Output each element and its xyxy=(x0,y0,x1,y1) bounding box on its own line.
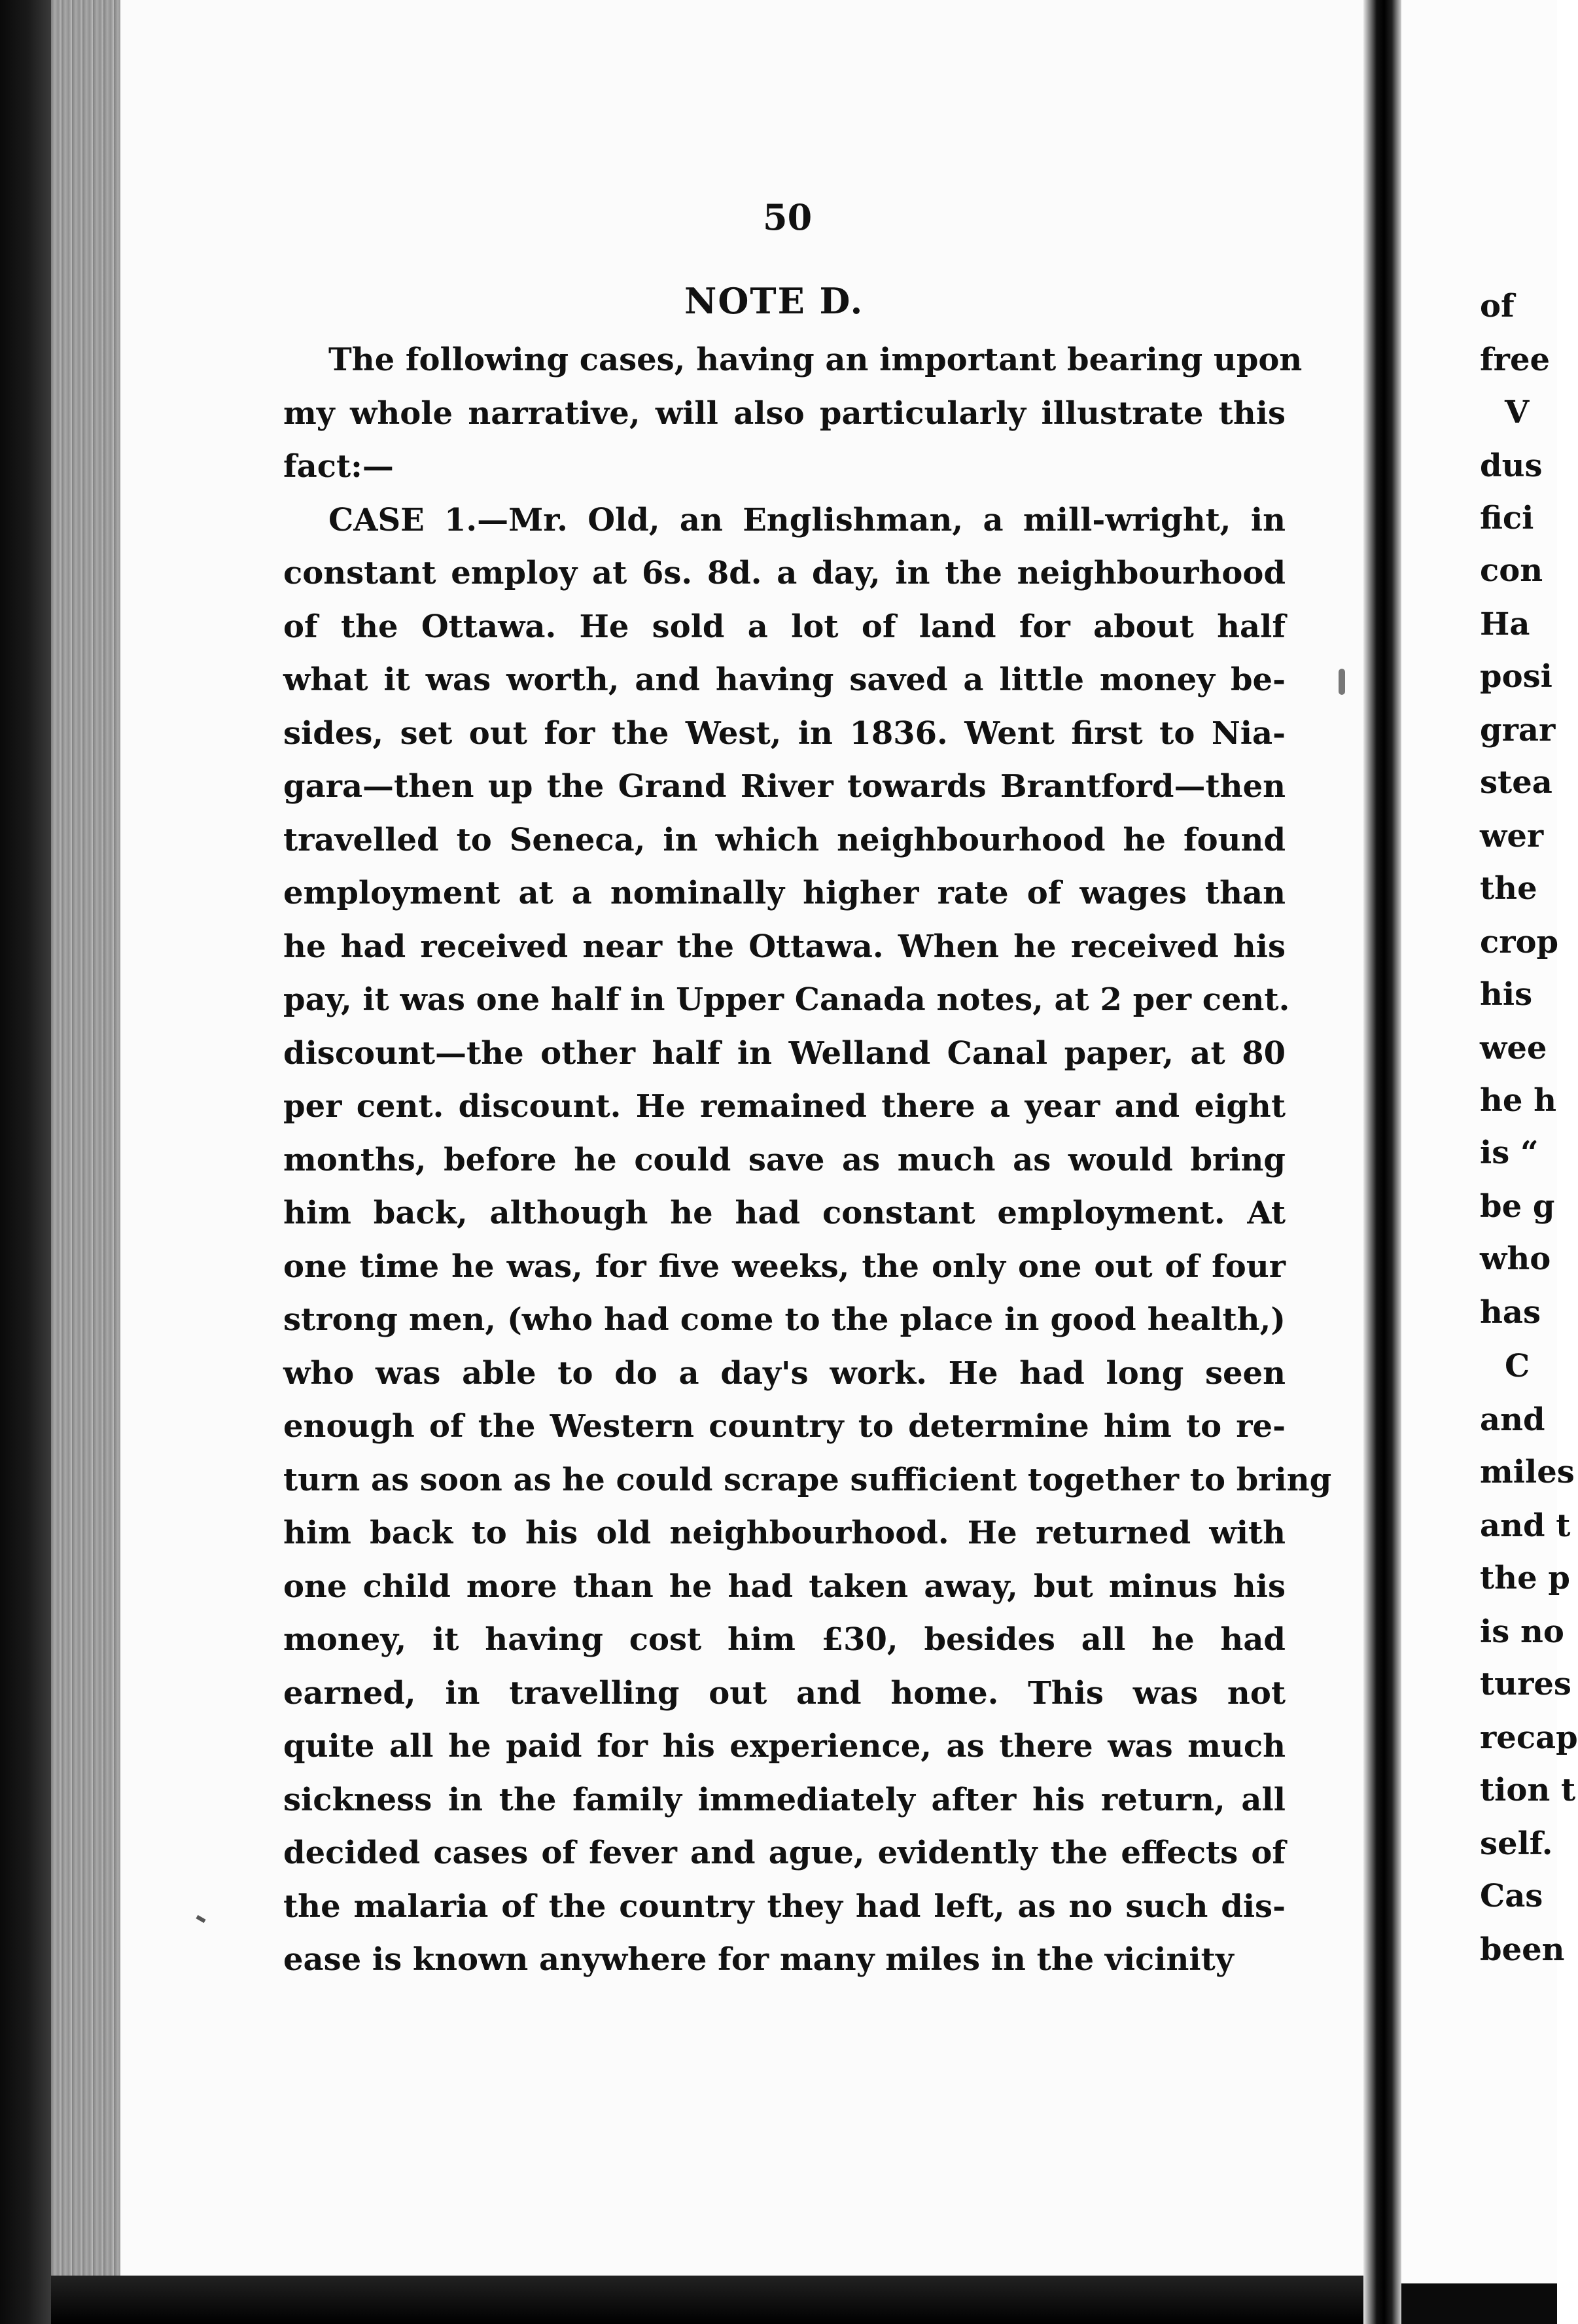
text-line: my whole narrative, will also particularly illustrate this xyxy=(283,395,1286,432)
text-line: months, before he could save as much as would bring xyxy=(283,1141,1286,1178)
text-line: gara—then up the Grand River towards Brantford—then xyxy=(283,768,1286,805)
text-line: decided cases of fever and ague, evidently the effects of xyxy=(283,1835,1286,1871)
facing-text-fragment: he h xyxy=(1480,1082,1557,1119)
facing-bottom-shadow xyxy=(1401,2283,1557,2324)
page-edges xyxy=(51,0,120,2324)
scan-speck xyxy=(1339,669,1345,695)
text-line: him back, although he had constant employment. At xyxy=(283,1195,1286,1231)
text-line: sickness in the family immediately after his return, all xyxy=(283,1781,1286,1818)
facing-text-fragment: recap xyxy=(1480,1719,1578,1756)
facing-text-fragment: wee xyxy=(1480,1030,1547,1066)
text-line: sides, set out for the West, in 1836. Went first to Nia- xyxy=(283,714,1286,752)
facing-text-fragment: the xyxy=(1480,870,1537,907)
text-line: employment at a nominally higher rate of wages than xyxy=(283,875,1286,911)
book-gutter xyxy=(1363,0,1401,2324)
facing-text-fragment: tion t xyxy=(1480,1772,1576,1808)
text-line: constant employ at 6s. 8d. a day, in the neighbourhood xyxy=(283,555,1286,591)
text-line: money, it having cost him £30, besides all he had xyxy=(283,1621,1286,1658)
facing-text-fragment: C xyxy=(1505,1348,1530,1384)
text-line: CASE 1.—Mr. Old, an Englishman, a mill-wright, in xyxy=(328,501,1286,538)
text-line: him back to his old neighbourhood. He returned with xyxy=(283,1515,1286,1551)
facing-text-fragment: has xyxy=(1480,1294,1541,1331)
facing-text-fragment: be g xyxy=(1480,1188,1555,1225)
facing-text-fragment: posi xyxy=(1480,658,1552,695)
note-title: NOTE D. xyxy=(684,280,864,322)
book-binding-shadow xyxy=(0,0,51,2324)
text-line: what it was worth, and having saved a little money be- xyxy=(283,661,1286,698)
text-line: who was able to do a day's work. He had long seen xyxy=(283,1354,1286,1392)
text-line: quite all he paid for his experience, as there was much xyxy=(283,1728,1286,1765)
text-line: of the Ottawa. He sold a lot of land for about half xyxy=(283,608,1286,645)
facing-text-fragment: Ha xyxy=(1480,606,1530,643)
facing-text-fragment: tures xyxy=(1480,1666,1571,1702)
facing-text-fragment: fici xyxy=(1480,500,1534,537)
text-line: the malaria of the country they had left, as no such dis- xyxy=(283,1888,1286,1925)
facing-text-fragment: con xyxy=(1480,552,1543,589)
facing-text-fragment: is no xyxy=(1480,1613,1564,1650)
facing-text-fragment: dus xyxy=(1480,448,1543,484)
facing-text-fragment: who xyxy=(1480,1241,1551,1277)
text-line: fact:— xyxy=(283,448,394,485)
facing-text-fragment: grar xyxy=(1480,712,1556,748)
facing-text-fragment: V xyxy=(1505,394,1530,431)
facing-text-fragment: wer xyxy=(1480,818,1544,854)
text-line: one time he was, for five weeks, the only one out of four xyxy=(283,1248,1286,1285)
facing-text-fragment: his xyxy=(1480,976,1533,1013)
page-number: 50 xyxy=(763,196,813,238)
facing-text-fragment: been xyxy=(1480,1931,1565,1968)
text-line: he had received near the Ottawa. When he received his xyxy=(283,928,1286,965)
text-line: earned, in travelling out and home. This was not xyxy=(283,1674,1286,1712)
facing-text-fragment: and xyxy=(1480,1401,1545,1438)
text-line: ease is known anywhere for many miles in the vicinity xyxy=(283,1941,1234,1978)
facing-text-fragment: crop xyxy=(1480,924,1559,960)
text-line: enough of the Western country to determine him to re- xyxy=(283,1408,1286,1445)
facing-text-fragment: and t xyxy=(1480,1507,1571,1544)
text-line: one child more than he had taken away, but minus his xyxy=(283,1568,1286,1605)
facing-text-fragment: stea xyxy=(1480,764,1552,801)
text-line: per cent. discount. He remained there a year and eight xyxy=(283,1088,1286,1125)
text-line: strong men, (who had come to the place in good health,) xyxy=(283,1301,1286,1338)
text-line: pay, it was one half in Upper Canada notes, at 2 per cent. xyxy=(283,981,1290,1018)
facing-text-fragment: the p xyxy=(1480,1560,1570,1596)
text-line: The following cases, having an important bearing upon xyxy=(328,342,1303,378)
facing-text-fragment: Cas xyxy=(1480,1878,1543,1914)
bottom-shadow xyxy=(51,2276,1382,2324)
facing-text-fragment: is “ xyxy=(1480,1135,1539,1171)
facing-text-fragment: free xyxy=(1480,342,1551,378)
facing-text-fragment: of xyxy=(1480,288,1515,325)
text-line: travelled to Seneca, in which neighbourhood he found xyxy=(283,821,1286,858)
facing-text-fragment: self. xyxy=(1480,1825,1553,1862)
facing-text-fragment: miles xyxy=(1480,1454,1575,1490)
text-line: turn as soon as he could scrape sufficient together to bring xyxy=(283,1461,1332,1498)
text-line: discount—the other half in Welland Canal paper, at 80 xyxy=(283,1034,1286,1072)
